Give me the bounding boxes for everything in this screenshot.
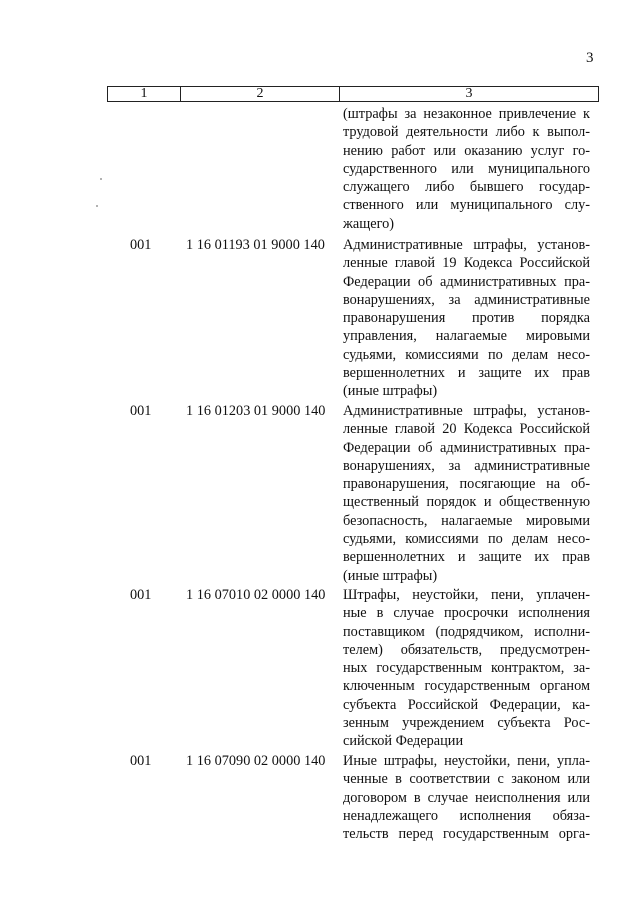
text-line: безопасность, налагаемые мировыми: [343, 512, 590, 529]
page-number: 3: [586, 50, 594, 66]
row-description: [343, 586, 590, 751]
text-line: служащего либо бывшего государ-: [343, 179, 590, 196]
row-description: [343, 752, 590, 843]
text-line: Административные штрафы, установ-: [343, 237, 590, 253]
text-line: ненадлежащего исполнения обяза-: [343, 807, 590, 824]
row-code: 001: [130, 403, 152, 419]
table-header-col-3: 3: [465, 86, 473, 101]
text-line: сударственного или муниципального: [343, 160, 590, 177]
text-line: жащего): [343, 215, 394, 232]
text-line: судьями, комиссиями по делам несо-: [343, 531, 590, 548]
text-line: (иные штрафы): [343, 567, 438, 584]
row-kbk: 1 16 07090 02 0000 140: [186, 753, 326, 769]
row-code: 001: [130, 587, 152, 603]
text-line: Штрафы, неустойки, пени, уплачен-: [343, 587, 590, 603]
text-line: зенным учреждением субъекта Рос-: [343, 715, 590, 732]
text-line: щественный порядок и общественную: [343, 494, 590, 511]
text-line: (штрафы за незаконное привлечение к: [343, 106, 590, 122]
text-line: ключенным государственным органом: [343, 678, 590, 695]
text-line: Иные штрафы, неустойки, пени, упла-: [343, 753, 590, 769]
text-line: тельств перед государственным орга-: [343, 826, 590, 843]
text-line: телем) обязательств, предусмотрен-: [343, 641, 590, 658]
scan-speck: [100, 178, 102, 180]
text-line: ленные главой 20 Кодекса Российской: [343, 421, 590, 438]
text-line: вершеннолетних и защите их прав: [343, 365, 590, 382]
text-line: правонарушения против порядка: [343, 310, 590, 327]
table-header-col-2: 2: [181, 87, 340, 101]
text-line: договором в случае неисполнения или: [343, 789, 590, 806]
text-line: сийской Федерации: [343, 733, 464, 750]
text-line: Федерации об административных пра-: [343, 439, 590, 456]
row-kbk: 1 16 07010 02 0000 140: [186, 587, 326, 603]
row-code: 001: [130, 237, 152, 253]
row-code: 001: [130, 753, 152, 769]
text-line: вонарушениях, за административные: [343, 291, 590, 308]
text-line: трудовой деятельности либо к выпол-: [343, 124, 590, 141]
row-description: [343, 402, 590, 585]
text-line: (иные штрафы): [343, 383, 438, 400]
scan-speck: [96, 205, 98, 207]
row-kbk: 1 16 01203 01 9000 140: [186, 403, 326, 419]
text-line: управления, налагаемые мировыми: [343, 328, 590, 345]
text-line: ные в случае просрочки исполнения: [343, 605, 590, 622]
continuation-text: [343, 105, 590, 233]
text-line: Административные штрафы, установ-: [343, 403, 590, 419]
text-line: вонарушениях, за административные: [343, 457, 590, 474]
text-line: судьями, комиссиями по делам несо-: [343, 346, 590, 363]
text-line: субъекта Российской Федерации, ка-: [343, 696, 590, 713]
text-line: ственного или муниципального слу-: [343, 197, 590, 214]
text-line: ченные в соответствии с законом или: [343, 771, 590, 788]
text-line: ленные главой 19 Кодекса Российской: [343, 255, 590, 272]
text-line: правонарушения, посягающие на об-: [343, 476, 590, 493]
table-header-col-1: 1: [108, 87, 181, 101]
row-description: [343, 236, 590, 401]
row-kbk: 1 16 01193 01 9000 140: [186, 237, 325, 253]
text-line: поставщиком (подрядчиком, исполни-: [343, 623, 590, 640]
text-line: нению работ или оказанию услуг го-: [343, 142, 590, 159]
text-line: Федерации об административных пра-: [343, 273, 590, 290]
text-line: ных государственным контрактом, за-: [343, 660, 590, 677]
text-line: вершеннолетних и защите их прав: [343, 549, 590, 566]
table-header: [107, 86, 599, 102]
